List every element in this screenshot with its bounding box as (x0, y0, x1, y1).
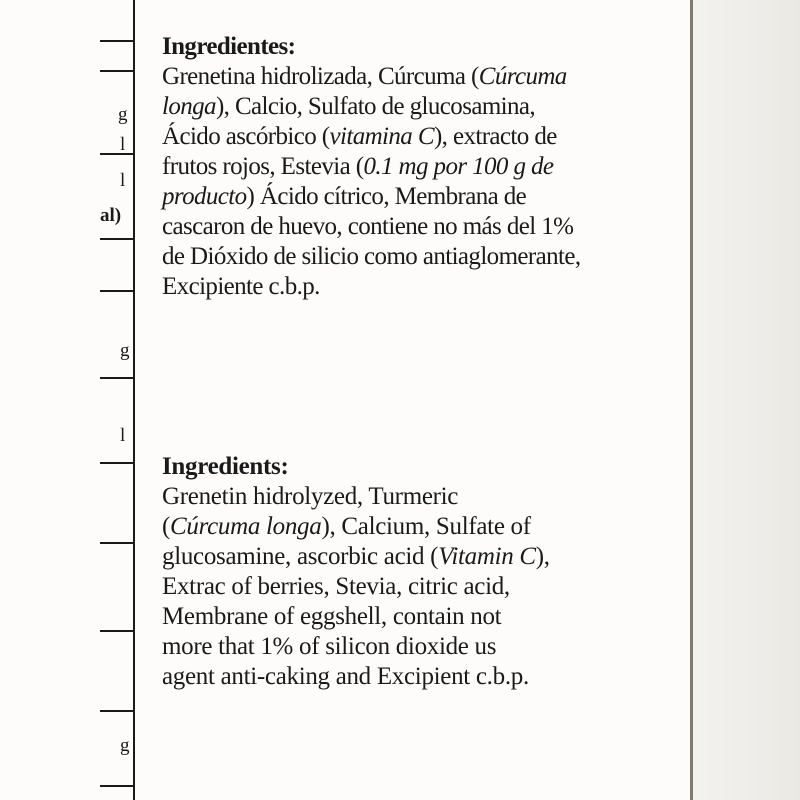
italic-text-segment: producto (162, 183, 247, 210)
text-segment: Extrac of berries, Stevia, citric acid, (162, 573, 510, 600)
table-row-rule (100, 290, 135, 292)
text-line (162, 182, 682, 212)
ingredients-spanish-heading: Ingredientes: (162, 33, 296, 60)
text-line (162, 62, 682, 92)
text-line (162, 212, 682, 242)
ingredients-english-heading: Ingredients: (162, 453, 289, 480)
text-segment: ), Calcium, Sulfate of (321, 513, 531, 540)
italic-text-segment: vitamina C (329, 123, 434, 150)
table-row-rule (100, 630, 135, 632)
text-segment: de Dióxido de silicio como antiaglomerante, (162, 243, 581, 270)
table-row-rule (100, 462, 135, 464)
text-line (162, 242, 682, 272)
text-line (162, 92, 682, 122)
table-vertical-rule (133, 0, 135, 800)
italic-text-segment: Vitamin C (438, 543, 536, 570)
table-row-rule (100, 153, 135, 155)
table-row-rule (100, 542, 135, 544)
text-segment: Ácido ascórbico ( (162, 123, 330, 150)
text-segment: cascaron de huevo, contiene no más del 1% (162, 213, 574, 240)
text-segment: more that 1% of silicon dioxide us (162, 633, 497, 660)
table-row-rule (100, 710, 135, 712)
italic-text-segment: longa (162, 93, 216, 120)
table-row-rule (100, 40, 135, 42)
ingredients-spanish (162, 32, 682, 302)
text-segment: Grenetin hidrolyzed, Turmeric (162, 483, 459, 510)
ingredients-spanish-text (162, 62, 682, 302)
table-cell-fragment: g (118, 104, 128, 125)
text-segment: Grenetina hidrolizada, Cúrcuma ( (162, 63, 479, 90)
text-segment: glucosamine, ascorbic acid ( (162, 543, 439, 570)
text-segment: ), extracto de (433, 123, 557, 150)
label-border-rule (690, 0, 693, 800)
table-cell-fragment: al) (100, 205, 122, 226)
table-row-rule (100, 377, 135, 379)
text-segment: ), (535, 543, 550, 570)
text-segment: ( (162, 513, 171, 540)
table-row-rule (100, 785, 135, 787)
text-line (162, 272, 682, 302)
text-line (162, 662, 682, 692)
nutrition-table-edge (0, 0, 140, 800)
table-cell-fragment: l (120, 170, 126, 191)
label-right-margin (692, 0, 800, 800)
table-cell-fragment: g (120, 735, 130, 756)
text-segment: ), Calcio, Sulfato de glucosamina, (215, 93, 536, 120)
table-row-rule (100, 238, 135, 240)
text-line (162, 572, 682, 602)
table-cell-fragment: l (120, 425, 126, 446)
text-line (162, 482, 682, 512)
text-segment: Membrane of eggshell, contain not (162, 603, 502, 630)
italic-text-segment: Cúrcuma longa (170, 513, 322, 540)
text-segment: Excipiente c.b.p. (162, 273, 320, 300)
table-cell-fragment: g (120, 340, 130, 361)
ingredients-english (162, 452, 682, 692)
text-line (162, 632, 682, 662)
text-line (162, 512, 682, 542)
ingredients-english-text (162, 482, 682, 692)
table-cell-fragment: l (120, 134, 126, 155)
text-line (162, 152, 682, 182)
text-line (162, 542, 682, 572)
italic-text-segment: 0.1 mg por 100 g de (363, 153, 554, 180)
text-segment: frutos rojos, Estevia ( (162, 153, 364, 180)
table-row-rule (100, 70, 135, 72)
text-segment: ) Ácido cítrico, Membrana de (246, 183, 527, 210)
text-line (162, 122, 682, 152)
text-line (162, 602, 682, 632)
text-segment: agent anti-caking and Excipient c.b.p. (162, 663, 529, 690)
italic-text-segment: Cúrcuma (478, 63, 567, 90)
